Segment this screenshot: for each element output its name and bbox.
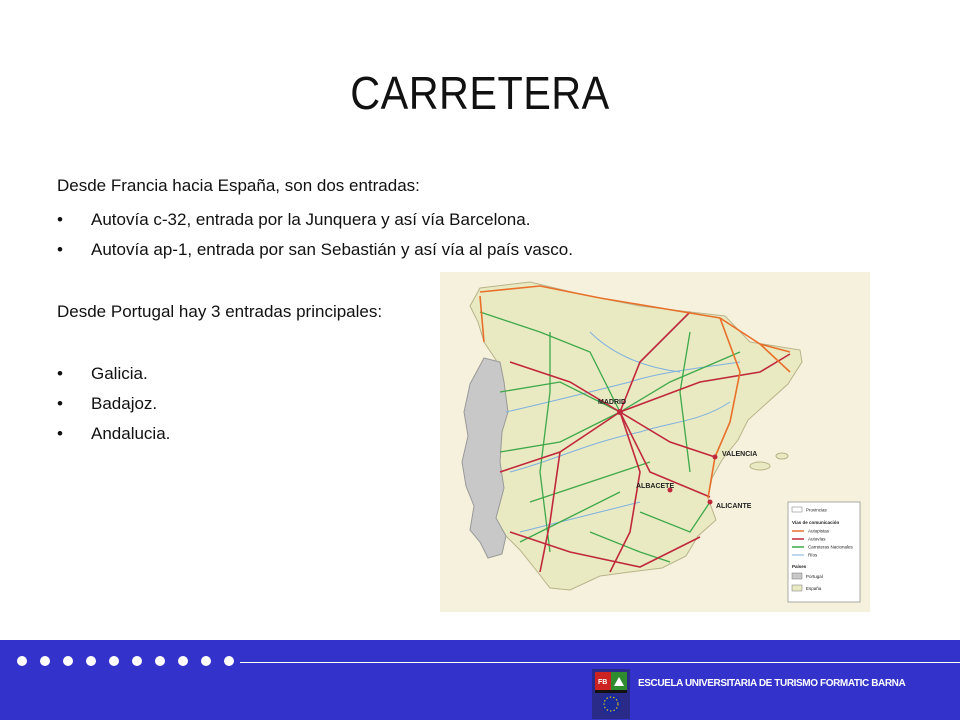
legend-road-nacionales: Carreteras Nacionales (808, 544, 853, 550)
alicante-marker (708, 500, 713, 505)
france-bullet-1: Autovía c-32, entrada por la Junquera y así vía Barcelona. (91, 210, 531, 229)
city-label-albacete: ALBACETE (636, 483, 675, 490)
legend-country-espana: España (806, 586, 822, 591)
spain-road-map (440, 272, 870, 612)
footer-dot (155, 656, 165, 666)
footer-dot (63, 656, 73, 666)
portugal-bullet-1: Galicia. (91, 364, 148, 383)
city-label-valencia: VALENCIA (722, 451, 758, 458)
spain-landmass (470, 282, 802, 590)
city-label-madrid: MADRID (598, 399, 626, 406)
bullet-marker: • (57, 364, 63, 383)
school-name: ESCUELA UNIVERSITARIA DE TURISMO FORMATIC BARNA (638, 678, 906, 689)
bullet-marker: • (57, 240, 63, 259)
footer-dot (224, 656, 234, 666)
bullet-marker: • (57, 424, 63, 443)
school-logo (592, 669, 630, 719)
city-label-alicante: ALICANTE (716, 503, 752, 510)
france-bullet-2: Autovía ap-1, entrada por san Sebastián y así vía al país vasco. (91, 240, 573, 259)
footer-dot (86, 656, 96, 666)
legend-country-portugal: Portugal (806, 574, 823, 579)
legend-roads-title: Vías de comunicación (792, 520, 840, 525)
footer-dot (17, 656, 27, 666)
bullet-marker: • (57, 210, 63, 229)
portugal-bullet-3: Andalucia. (91, 424, 171, 443)
legend-road-rios: Ríos (808, 552, 818, 558)
portugal-bullet-2: Badajoz. (91, 394, 158, 413)
legend-provinces: Provincias (806, 507, 827, 513)
legend-countries-title: Países (792, 564, 807, 569)
slide-title: CARRETERA (350, 67, 610, 119)
balearic-island (776, 453, 788, 459)
legend-road-autovias: Autovías (808, 536, 826, 542)
footer-dot (40, 656, 50, 666)
footer-dot (201, 656, 211, 666)
portugal-intro: Desde Portugal hay 3 entradas principales: (57, 302, 383, 321)
svg-text:FB: FB (598, 679, 608, 686)
bullet-marker: • (57, 394, 63, 413)
madrid-marker (617, 409, 623, 415)
legend-road-autopistas: Autopistas (808, 528, 830, 534)
footer-dot (178, 656, 188, 666)
valencia-marker (713, 455, 718, 460)
map-legend (788, 502, 860, 602)
footer-dot (109, 656, 119, 666)
footer-dot (132, 656, 142, 666)
balearic-island (750, 462, 770, 470)
france-intro: Desde Francia hacia España, son dos entradas: (57, 176, 420, 195)
footer-divider (240, 662, 960, 663)
